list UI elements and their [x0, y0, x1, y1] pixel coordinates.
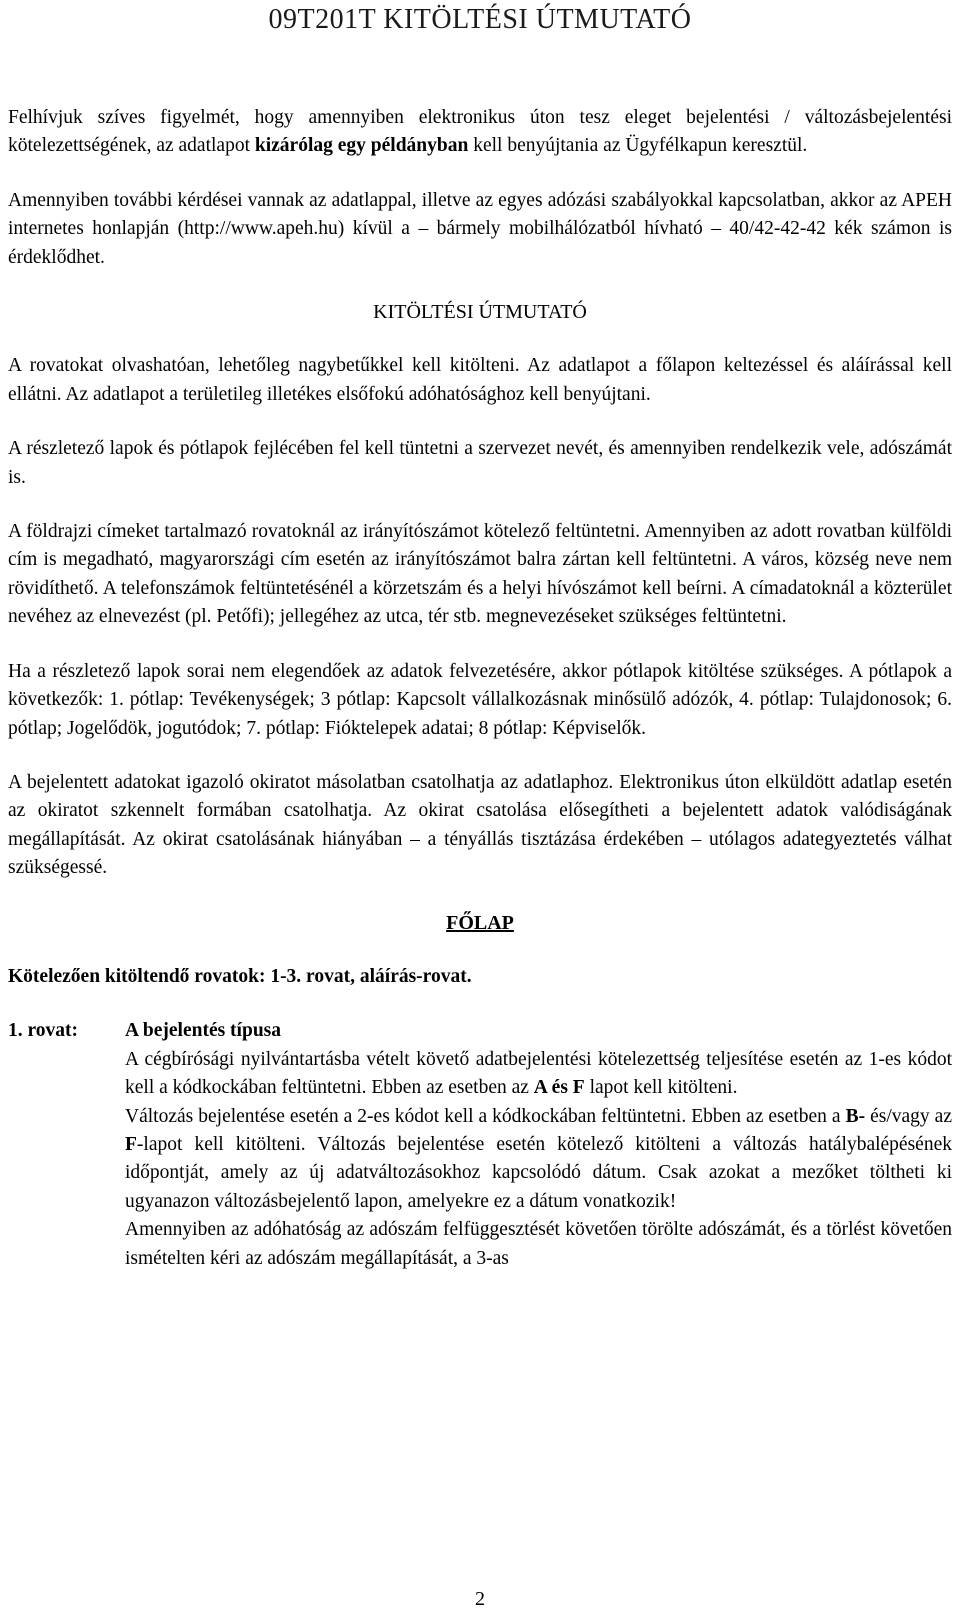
rovat-1-para-1 — [125, 1046, 952, 1103]
rovat-1-body — [125, 1017, 952, 1273]
rovat-1-section — [8, 1017, 952, 1273]
guide-paragraph-2: A részletező lapok és pótlapok fejlécében fel kell tüntetni a szervezet nevét, és amennyiben rendelkezik vele, adószámát is. — [8, 438, 952, 488]
intro-p1-text-a: Felhívjuk szíves figyelmét, hogy amennyiben elektronikus úton tesz eleget bejelentési / változásbejelentési kötelezettségének, az adatlapot — [8, 107, 952, 157]
intro-p1-bold: kizárólag egy példányban — [254, 135, 469, 157]
required-fields-note: Kötelezően kitöltendő rovatok: 1-3. rovat, aláírás-rovat. — [8, 965, 472, 987]
rovat-1-p1-a: A cégbírósági nyilvántartásba vételt követő adatbejelentési kötelezettség teljesítése esetén az 1-es kódot kell a kódkockában feltüntetni. Ebben az esetben az — [125, 1048, 952, 1099]
intro-paragraph-2: Amennyiben további kérdései vannak az adatlappal, illetve az egyes adózási szabályokkal kapcsolatban, akkor az APEH internetes honlapján (http://www.apeh.hu) kívül a – bármely mobilhálózatból hívható – 40/42-42-42 kék számon is érdeklődhet. — [8, 189, 952, 268]
rovat-1-p1-bold: A és F — [533, 1077, 585, 1099]
rovat-1-number: 1. rovat: — [8, 1020, 79, 1042]
rovat-1-p2-b: és/vagy az — [865, 1105, 952, 1127]
guide-paragraph-1: A rovatokat olvashatóan, lehetőleg nagybetűkkel kell kitölteni. Az adatlapot a főlapon keltezéssel és aláírással kell ellátni. Az adatlapot a területileg illetékes elsőfokú adóhatósághoz kell benyújtani. — [8, 355, 952, 405]
page-title: 09T201T KITÖLTÉSI ÚTMUTATÓ — [268, 4, 692, 35]
intro-p1-text-b: kell benyújtania az Ügyfélkapun keresztül. — [468, 135, 808, 157]
rovat-1-p2-bold-2: F — [125, 1133, 137, 1155]
document-body — [8, 104, 952, 1273]
rovat-1-p2-a: Változás bejelentése esetén a 2-es kódot kell a kódkockában feltüntetni. Ebben az esetben a — [125, 1105, 846, 1127]
guide-paragraph-5: A bejelentett adatokat igazoló okiratot másolatban csatolhatja az adatlaphoz. Elektronikus úton elküldött adatlap esetén az okiratot szkennelt formában csatolhatja. Az okirat csatolása elősegítheti a bejelentett adatok valódiságának megállapítását. Az okirat csatolásának hiányában – a tényállás tisztázása érdekében – utólagos adategyeztetés válhat szükségessé. — [8, 771, 952, 879]
rovat-1-para-2 — [125, 1103, 952, 1217]
rovat-1-p2-c: -lapot kell kitölteni. Változás bejelentése esetén kötelező kitölteni a változás hatálybalépésének időpontját, amely az új adatváltozásokhoz kapcsolódó dátum. Csak azokat a mezőket töltheti ki ugyanazon változásbejelentő lapon, amelyekre ez a dátum vonatkozik! — [125, 1133, 952, 1212]
guide-heading: KITÖLTÉSI ÚTMUTATÓ — [373, 301, 587, 324]
intro-paragraph-1 — [8, 104, 952, 161]
guide-paragraph-3: A földrajzi címeket tartalmazó rovatoknál az irányítószámot kötelező feltüntetni. Amennyiben az adott rovatban külföldi cím is megadható, magyarországi cím esetén az irányítószámot balra zártan kell feltüntetni. A város, község neve nem rövidíthető. A telefonszámok feltüntetésénél a körzetszám és a helyi hívószámot kell beírni. A címadatoknál a közterület nevéhez az elnevezést (pl. Petőfi); jellegéhez az utca, tér stb. megnevezéseket szükséges feltüntetni. — [8, 521, 952, 628]
rovat-1-p1-b: lapot kell kitölteni. — [584, 1077, 738, 1099]
guide-paragraph-4: Ha a részletező lapok sorai nem elegendőek az adatok felvezetésére, akkor pótlapok kitöltése szükséges. A pótlapok a következők: 1. pótlap: Tevékenységek; 3 pótlap: Kapcsolt vállalkozásnak minősülő adózók, 4. pótlap: Tulajdonosok; 6. pótlap; Jogelődök, jogutódok; 7. pótlap: Fióktelepek adatai; 8 pótlap: Képviselők. — [8, 660, 952, 739]
folap-heading: FŐLAP — [446, 911, 514, 934]
rovat-1-p2-bold-1: B- — [845, 1105, 866, 1127]
rovat-1-para-3: Amennyiben az adóhatóság az adószám felfüggesztését követően törölte adószámát, és a törlést követően ismételten kéri az adószám megállapítását, a 3-as — [125, 1219, 952, 1269]
rovat-1-title: A bejelentés típusa — [125, 1020, 281, 1042]
page-number: 2 — [475, 1588, 485, 1610]
